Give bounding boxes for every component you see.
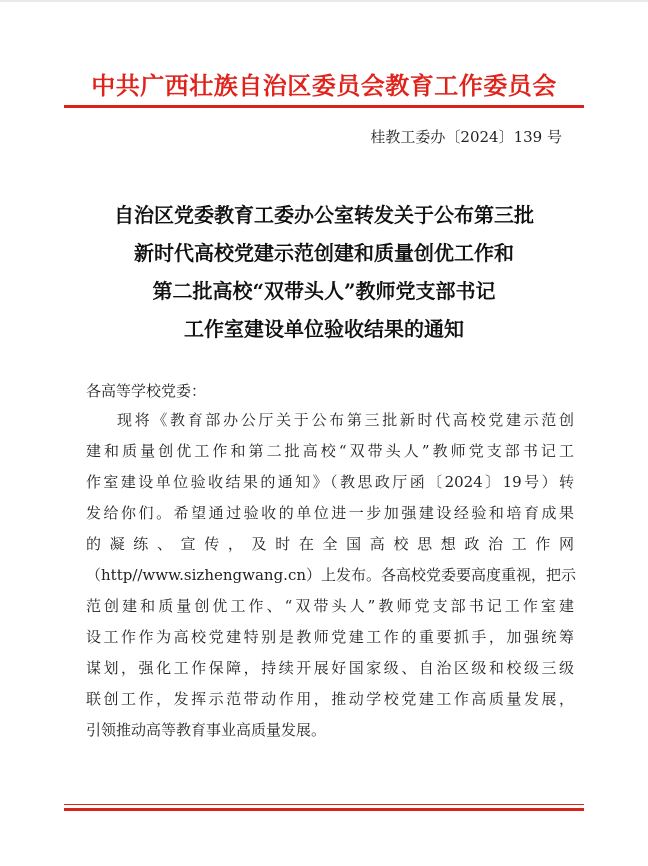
- body-line: 设工作作为高校党建特别是教师党建工作的重要抓手，加强统筹: [86, 628, 574, 646]
- title-line: 新时代高校党建示范创建和质量创优工作和: [134, 241, 514, 265]
- red-footer-rule-thick: [64, 808, 584, 811]
- body-line: 作室建设单位验收结果的通知》（教思政厅函〔2024〕19号）转: [86, 473, 574, 491]
- body-paragraph: [86, 405, 577, 746]
- body-line: 引领推动高等教育事业高质量发展。: [86, 721, 327, 739]
- document-number: 桂教工委办〔2024〕139 号: [370, 128, 562, 146]
- body-line: 谋划，强化工作保障，持续开展好国家级、自治区级和校级三级: [86, 659, 574, 677]
- page-top-edge: [0, 0, 648, 2]
- issuing-organization-header: 中共广西壮族自治区委员会教育工作委员会: [91, 71, 557, 100]
- body-line: 建和质量创优工作和第二批高校“双带头人”教师党支部书记工: [86, 442, 574, 460]
- red-footer-rule-thin: [64, 804, 584, 805]
- body-line: 的凝练、宣传，及时在全国高校思想政治工作网: [86, 535, 574, 553]
- body-line: （http//www.sizhengwang.cn）上发布。各高校党委要高度重视，把示: [86, 566, 577, 584]
- salutation: 各高等学校党委：: [86, 382, 207, 400]
- title-line: 第二批高校“双带头人”教师党支部书记: [152, 279, 496, 303]
- body-line: 发给你们。希望通过验收的单位进一步加强建设经验和培育成果: [86, 504, 574, 522]
- title-line: 工作室建设单位验收结果的通知: [184, 317, 464, 341]
- title-line: 自治区党委教育工委办公室转发关于公布第三批: [114, 203, 534, 227]
- body-line: 现将《教育部办公厅关于公布第三批新时代高校党建示范创: [117, 411, 574, 429]
- body-line: 范创建和质量创优工作、“双带头人”教师党支部书记工作室建: [86, 597, 574, 615]
- document-title: [64, 196, 584, 348]
- red-header-rule: [64, 105, 584, 108]
- body-line: 联创工作，发挥示范带动作用，推动学校党建工作高质量发展，: [86, 690, 574, 708]
